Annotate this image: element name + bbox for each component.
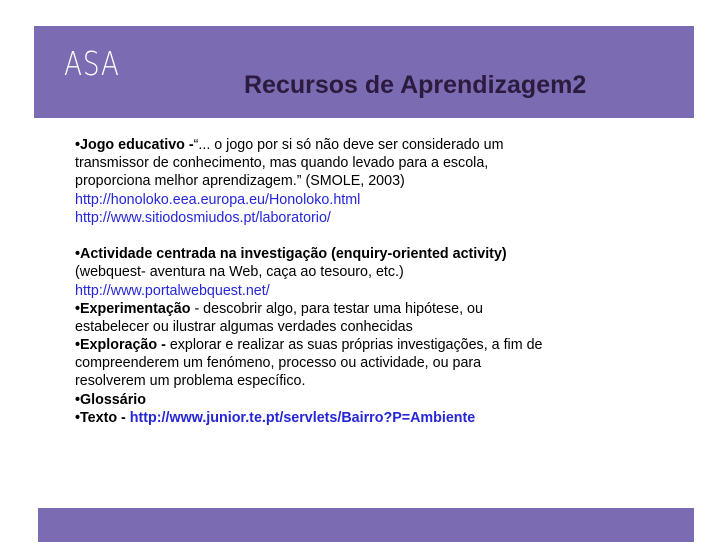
bullet-icon: • — [75, 300, 81, 317]
list-item-glossario — [75, 391, 675, 409]
list-item-experimentacao — [75, 300, 675, 318]
bullet-icon: • — [75, 337, 81, 354]
list-item-jogo — [75, 136, 675, 154]
actividade-label: Actividade centrada na investigação (enquiry-oriented activity) — [80, 246, 507, 263]
bullet-icon: • — [75, 409, 81, 426]
portalwebquest-link[interactable]: http://www.portalwebquest.net/ — [75, 282, 270, 299]
exploracao-text-line: compreenderem um fenómeno, processo ou actividade, ou para — [75, 355, 482, 372]
glossario-label: Glossário — [80, 391, 146, 408]
list-item-exploracao — [75, 336, 675, 354]
experimentacao-text-line: estabelecer ou ilustrar algumas verdades conhecidas — [75, 318, 413, 335]
list-item-actividade — [75, 245, 675, 263]
actividade-text: (webquest- aventura na Web, caça ao tesouro, etc.) — [75, 264, 404, 281]
slide-content — [75, 136, 675, 427]
junior-link[interactable]: http://www.junior.te.pt/servlets/Bairro?P=Ambiente — [129, 409, 476, 426]
jogo-label: Jogo educativo - — [80, 137, 194, 153]
footer-bar — [38, 508, 694, 542]
jogo-text: “... o jogo por si só não deve ser considerado um — [193, 137, 504, 153]
experimentacao-text: - descobrir algo, para testar uma hipótese, ou — [190, 300, 483, 317]
jogo-text-line: transmissor de conhecimento, mas quando levado para a escola, — [75, 155, 489, 172]
bullet-icon: • — [75, 391, 81, 408]
slide-title: Recursos de Aprendizagem2 — [244, 71, 587, 99]
jogo-text-line: proporciona melhor aprendizagem.” (SMOLE, 2003) — [75, 173, 405, 190]
texto-label: Texto - — [80, 409, 130, 426]
bullet-icon: • — [75, 246, 81, 263]
exploracao-label: Exploração - — [80, 337, 170, 354]
exploracao-text: explorar e realizar as suas próprias investigações, a fim de — [169, 337, 543, 354]
exploracao-text-line: resolverem um problema específico. — [75, 373, 306, 390]
list-item-texto — [75, 409, 675, 427]
header-bar — [34, 26, 694, 118]
experimentacao-label: Experimentação — [80, 300, 191, 317]
sitiodosmiudos-link[interactable]: http://www.sitiodosmiudos.pt/laboratorio/ — [75, 209, 331, 226]
honoloko-link[interactable]: http://honoloko.eea.europa.eu/Honoloko.html — [75, 191, 361, 208]
asa-logo: ASA — [64, 44, 120, 83]
bullet-icon: • — [75, 137, 81, 153]
